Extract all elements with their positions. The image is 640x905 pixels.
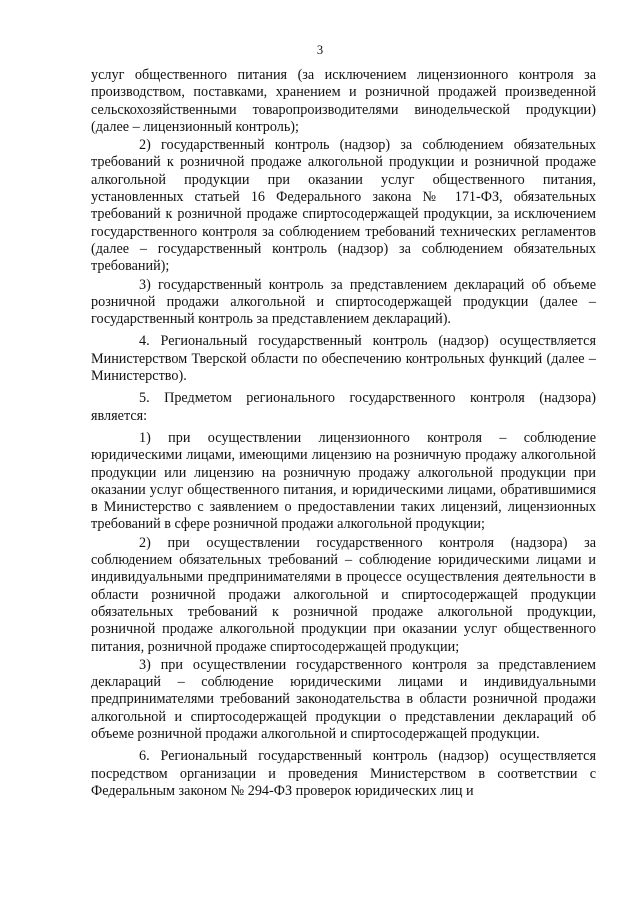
paragraph-6-inspections: 6. Региональный государственный контроль (надзор) осуществляется посредством организации и проведения Министерством в соответствии с Федеральным законом № 294-ФЗ проверок юридических лиц и <box>91 748 596 799</box>
paragraph-4-ministry: 4. Региональный государственный контроль (надзор) осуществляется Министерством Тверской области по обеспечению контрольных функций (далее – Министерство). <box>91 333 596 385</box>
paragraph-5-item-1: 1) при осуществлении лицензионного контроля – соблюдение юридическими лицами, имеющими лицензию на розничную продажу алкогольной продукции или лицензию на розничную продажу алкогольной продукции при оказании услуг общественного питания, и юридическими лицами, обратившимися в Министерство с заявлением о предоставлении таких лицензий, лицензионных требований в сфере розничной продажи алкогольной продукции; <box>91 429 596 533</box>
paragraph-item-3-declarations-control: 3) государственный контроль за представлением деклараций об объеме розничной продажи алкогольной и спиртосодержащей продукции (далее – государственный контроль за представлением деклараций). <box>91 276 596 328</box>
page-number: 3 <box>316 43 324 57</box>
document-body <box>91 67 596 801</box>
paragraph-5-item-3: 3) при осуществлении государственного контроля за представлением деклараций – соблюдение юридическими лицами и индивидуальными предпринимателями требований законодательства в области розничной продажи алкогольной и спиртосодержащей продукции о представлении деклараций об объеме розничной продажи алкогольной и спиртосодержащей продукции. <box>91 656 596 742</box>
paragraph-5-item-2: 2) при осуществлении государственного контроля (надзора) за соблюдением обязательных требований – соблюдение юридическими лицами и индивидуальными предпринимателями в процессе осуществления деятельности в области розничной продажи алкогольной и спиртосодержащей продукции обязательных требований к розничной продаже алкогольной продукции, розничной продаже алкогольной продукции при оказании услуг общественного питания, розничной продаже спиртосодержащей продукции; <box>91 534 596 655</box>
paragraph-5-subject: 5. Предметом регионального государственного контроля (надзора) является: <box>91 390 596 424</box>
paragraph-continuation: услуг общественного питания (за исключением лицензионного контроля за производством, поставками, хранением и розничной продажей произведенной сельскохозяйственными товаропроизводителями винодельческой продукции) (далее – лицензионный контроль); <box>91 67 596 135</box>
paragraph-item-2-state-control: 2) государственный контроль (надзор) за соблюдением обязательных требований к розничной продаже алкогольной продукции и розничной продаже алкогольной продукции при оказании услуг общественного питания, установленных статьей 16 Федерального закона № 171-ФЗ, обязательных требований к розничной продаже спиртосодержащей продукции, за исключением государственного контроля за соблюдением требований технических регламентов (далее – государственный контроль (надзор) за соблюдением обязательных требований); <box>91 137 596 275</box>
